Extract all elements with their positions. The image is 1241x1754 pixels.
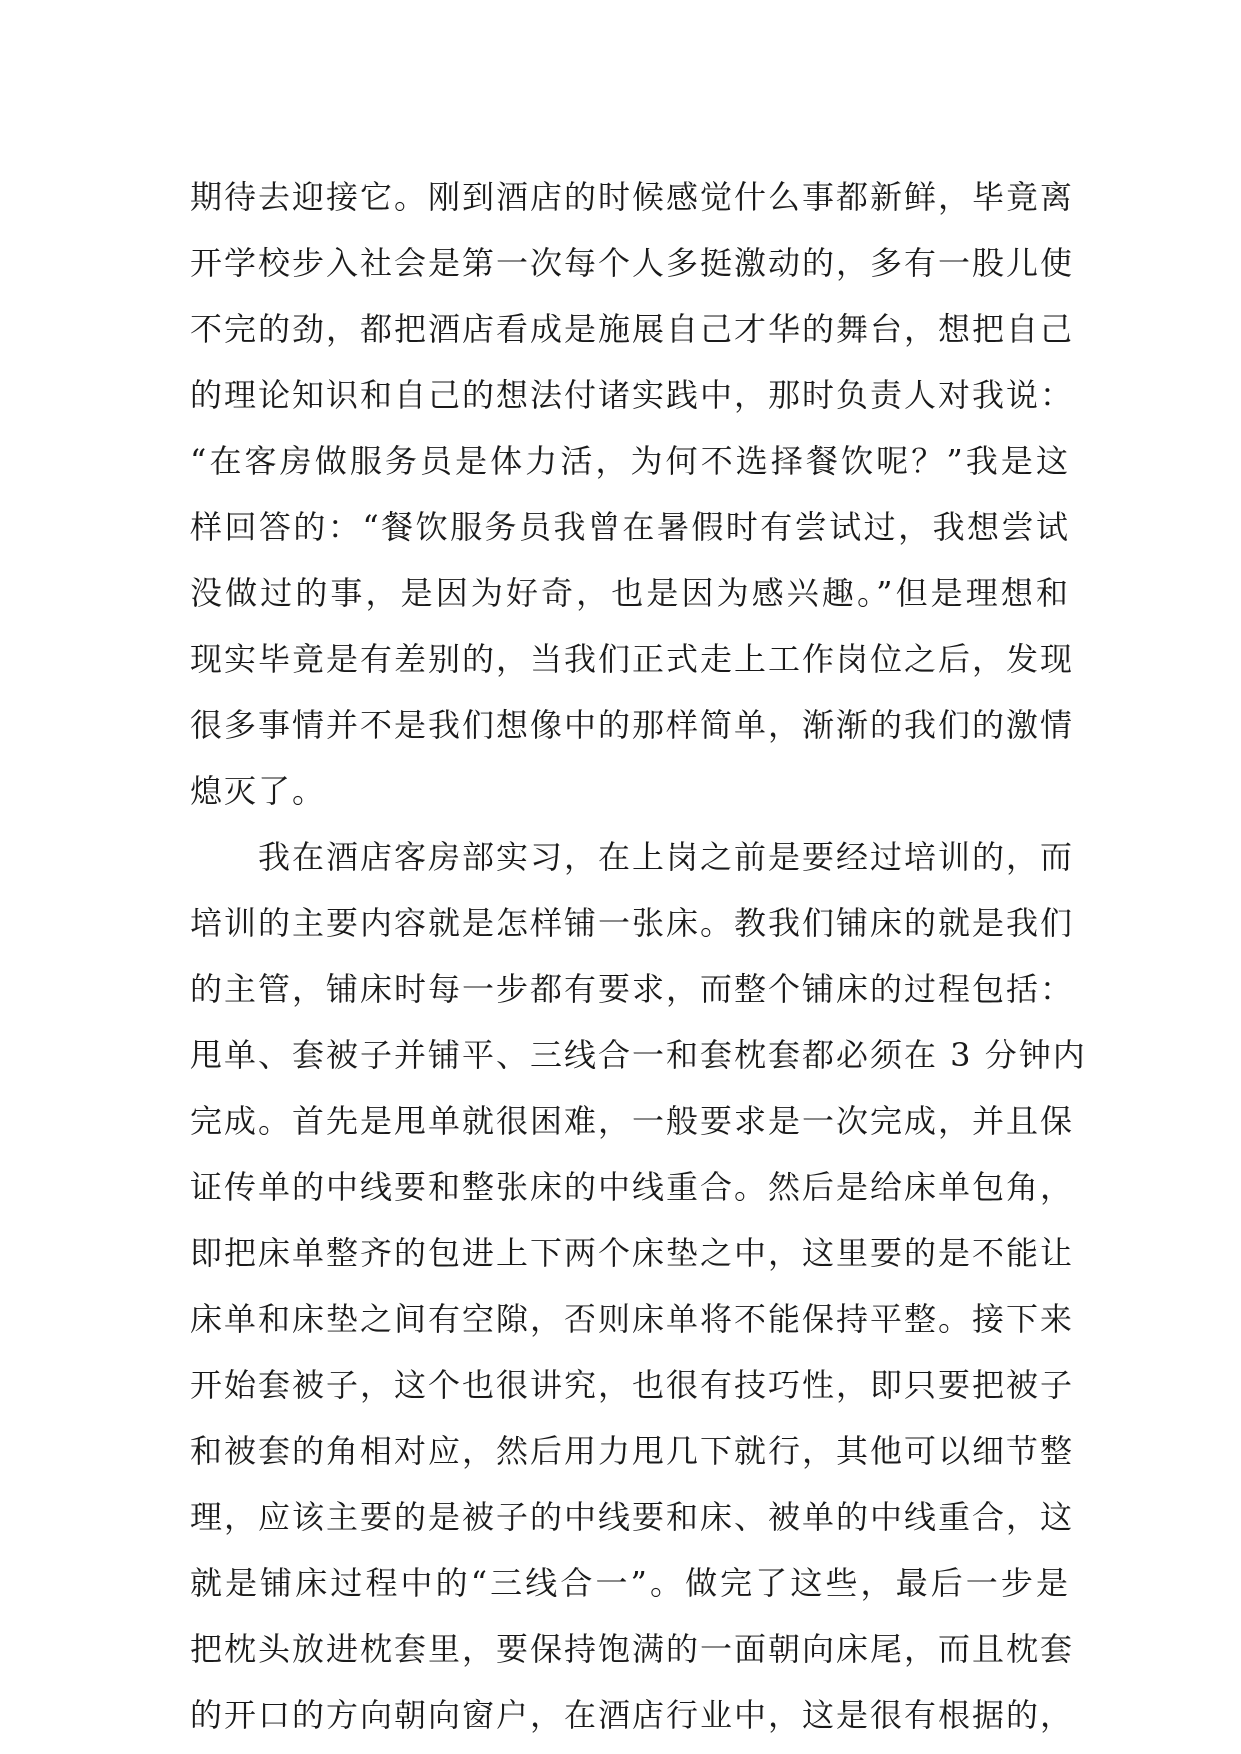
text-line: 的理论知识和自己的想法付诸实践中，那时负责人对我说： xyxy=(190,376,1075,414)
text-line: 不完的劲，都把酒店看成是施展自己才华的舞台，想把自己 xyxy=(190,310,1075,348)
text-line: 现实毕竟是有差别的，当我们正式走上工作岗位之后，发现 xyxy=(190,640,1075,678)
text-line: 证传单的中线要和整张床的中线重合。然后是给床单包角， xyxy=(190,1168,1075,1206)
text-line: “在客房做服务员是体力活，为何不选择餐饮呢？”我是这 xyxy=(190,442,1070,480)
text-line: 很多事情并不是我们想像中的那样简单，渐渐的我们的激情 xyxy=(190,706,1075,744)
text-line: 开学校步入社会是第一次每个人多挺激动的，多有一股儿使 xyxy=(190,244,1075,282)
body-text xyxy=(190,164,1087,1748)
text-line: 就是铺床过程中的“三线合一”。做完了这些，最后一步是 xyxy=(190,1564,1070,1602)
text-line: 熄灭了。 xyxy=(190,772,327,810)
text-line: 即把床单整齐的包进上下两个床垫之中，这里要的是不能让 xyxy=(190,1234,1075,1272)
text-line: 理，应该主要的是被子的中线要和床、被单的中线重合，这 xyxy=(190,1498,1075,1536)
text-line: 开始套被子，这个也很讲究，也很有技巧性，即只要把被子 xyxy=(190,1366,1075,1404)
text-line: 和被套的角相对应，然后用力甩几下就行，其他可以细节整 xyxy=(190,1432,1075,1470)
text-line: 把枕头放进枕套里，要保持饱满的一面朝向床尾，而且枕套 xyxy=(190,1630,1075,1668)
text-line: 样回答的：“餐饮服务员我曾在暑假时有尝试过，我想尝试 xyxy=(190,508,1070,546)
text-line: 没做过的事，是因为好奇，也是因为感兴趣。”但是理想和 xyxy=(190,574,1070,612)
text-line: 的主管，铺床时每一步都有要求，而整个铺床的过程包括： xyxy=(190,970,1075,1008)
paragraph-first-line: 我在酒店客房部实习，在上岗之前是要经过培训的，而 xyxy=(258,838,1075,876)
text-line: 的开口的方向朝向窗户，在酒店行业中，这是很有根据的， xyxy=(190,1696,1075,1734)
text-line: 完成。首先是甩单就很困难，一般要求是一次完成，并且保 xyxy=(190,1102,1075,1140)
text-line: 床单和床垫之间有空隙，否则床单将不能保持平整。接下来 xyxy=(190,1300,1075,1338)
text-line: 期待去迎接它。刚到酒店的时候感觉什么事都新鲜，毕竟离 xyxy=(190,178,1075,216)
text-line: 甩单、套被子并铺平、三线合一和套枕套都必须在 3 分钟内 xyxy=(190,1036,1087,1074)
text-line: 培训的主要内容就是怎样铺一张床。教我们铺床的就是我们 xyxy=(190,904,1075,942)
